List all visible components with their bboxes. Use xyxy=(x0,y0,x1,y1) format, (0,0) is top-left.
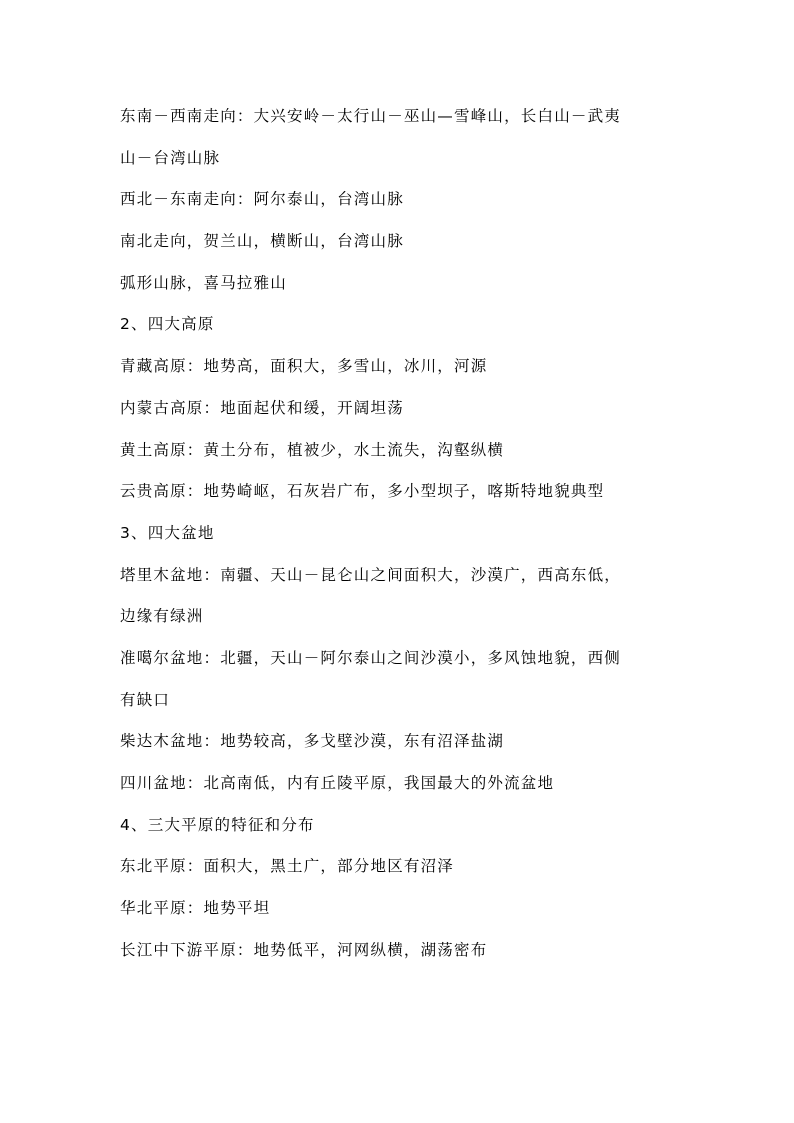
text-line: 南北走向，贺兰山，横断山，台湾山脉 xyxy=(120,232,404,251)
text-line: 四川盆地：北高南低，内有丘陵平原，我国最大的外流盆地 xyxy=(120,774,555,792)
text-line: 华北平原：地势平坦 xyxy=(120,899,271,918)
text-line: 柴达木盆地：地势较高，多戈壁沙漠，东有沼泽盐湖 xyxy=(120,732,505,751)
text-line: 山－台湾山脉 xyxy=(120,148,221,167)
text-line: 弧形山脉，喜马拉雅山 xyxy=(120,273,288,292)
text-line: 内蒙古高原：地面起伏和缓，开阔坦荡 xyxy=(120,398,404,417)
document-body xyxy=(120,101,680,976)
section-heading: 2、四大高原 xyxy=(120,315,215,334)
text-line: 东南－西南走向：大兴安岭－太行山－巫山—雪峰山，长白山－武夷 xyxy=(120,107,622,125)
text-line: 边缘有绿洲 xyxy=(120,607,204,626)
text-line: 塔里木盆地：南疆、天山－昆仑山之间面积大，沙漠广，西高东低， xyxy=(120,565,622,584)
text-line: 黄土高原：黄土分布，植被少，水土流失，沟壑纵横 xyxy=(120,440,505,459)
text-line: 有缺口 xyxy=(120,690,171,709)
section-heading: 4、三大平原的特征和分布 xyxy=(120,815,315,834)
text-line: 东北平原：面积大，黑土广，部分地区有沼泽 xyxy=(120,857,455,876)
text-line: 青藏高原：地势高，面积大，多雪山，冰川，河源 xyxy=(120,357,488,376)
text-line: 长江中下游平原：地势低平，河网纵横，湖荡密布 xyxy=(120,940,488,959)
section-heading: 3、四大盆地 xyxy=(120,523,215,542)
text-line: 准噶尔盆地：北疆，天山－阿尔泰山之间沙漠小，多风蚀地貌，西侧 xyxy=(120,648,622,667)
text-line: 云贵高原：地势崎岖，石灰岩广布，多小型坝子，喀斯特地貌典型 xyxy=(120,482,605,501)
text-line: 西北－东南走向：阿尔泰山，台湾山脉 xyxy=(120,190,404,209)
